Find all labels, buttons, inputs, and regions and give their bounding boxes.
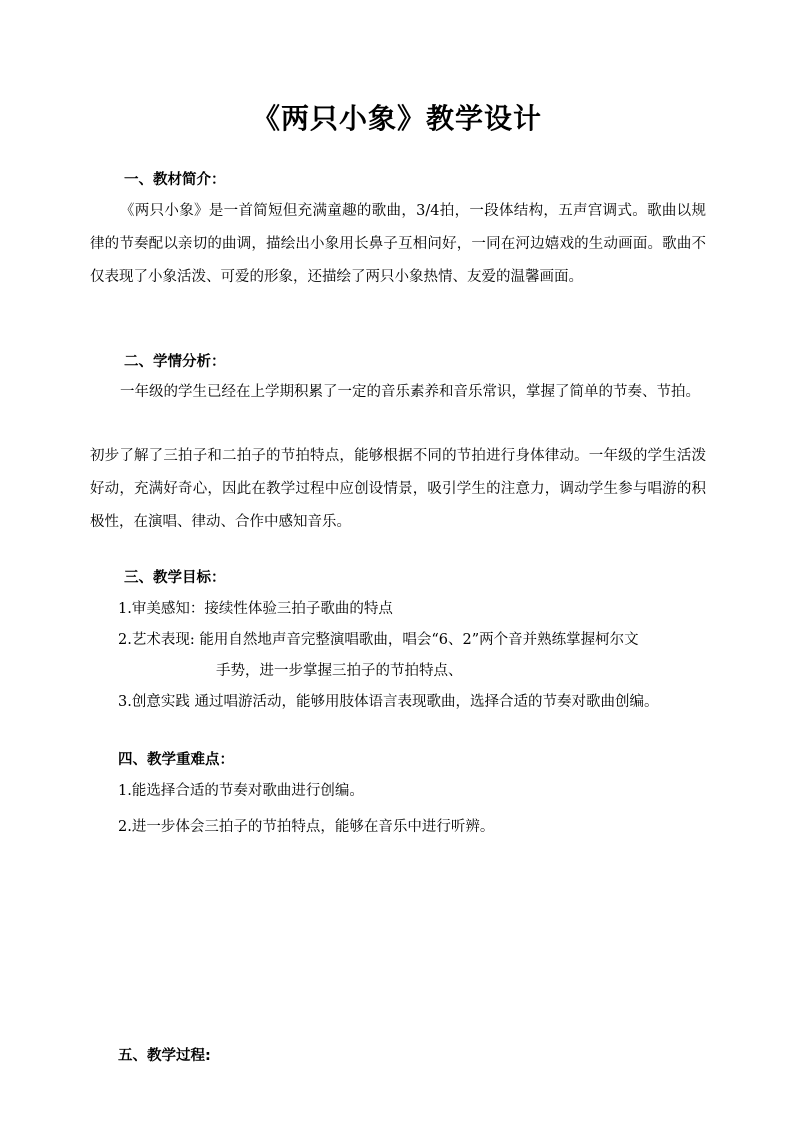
section-text-analysis-1: 一年级的学生已经在上学期积累了一定的音乐素养和音乐常识，掌握了简单的节奏、节拍。: [120, 384, 700, 400]
goal-item-3: 3.创意实践 通过唱游活动，能够用肢体语言表现歌曲，选择合适的节奏对歌曲创编。: [118, 694, 659, 710]
goal-item-2-line-1: 2.艺术表现: 能用自然地声音完整演唱歌曲，唱会“6、2”两个音并熟练掌握柯尔文: [118, 632, 639, 648]
section-heading-analysis: 二、学情分析：: [124, 354, 226, 370]
key-point-item-2: 2.进一步体会三拍子的节拍特点，能够在音乐中进行听辨。: [118, 819, 495, 835]
section-heading-intro: 一、教材简介：: [124, 172, 226, 188]
section-heading-process: 五、教学过程:: [118, 1048, 211, 1064]
section-heading-key-points: 四、教学重难点：: [118, 752, 234, 768]
section-text-intro: 《两只小象》是一首简短但充满童趣的歌曲，3/4拍，一段体结构，五声宫调式。歌曲以规律的节奏配以亲切的曲调，描绘出小象用长鼻子互相问好，一同在河边嬉戏的生动画面。歌曲不仅表现了小象活泼、可爱的形象，还描绘了两只小象热情、友爱的温馨画面。: [90, 203, 706, 285]
section-heading-goals: 三、教学目标：: [124, 570, 226, 586]
section-text-analysis-2: 初步了解了三拍子和二拍子的节拍特点，能够根据不同的节拍进行身体律动。一年级的学生活泼好动，充满好奇心，因此在教学过程中应创设情景，吸引学生的注意力，调动学生参与唱游的积极性，在演唱、律动、合作中感知音乐。: [90, 448, 706, 530]
goal-item-2-line-2: 手势，进一步掌握三拍子的节拍特点、: [216, 663, 463, 679]
page-title: 《两只小象》教学设计: [251, 102, 542, 135]
key-point-item-1: 1.能选择合适的节奏对歌曲进行创编。: [118, 783, 364, 799]
goal-item-1: 1.审美感知：接续性体验三拍子歌曲的特点: [118, 601, 393, 617]
